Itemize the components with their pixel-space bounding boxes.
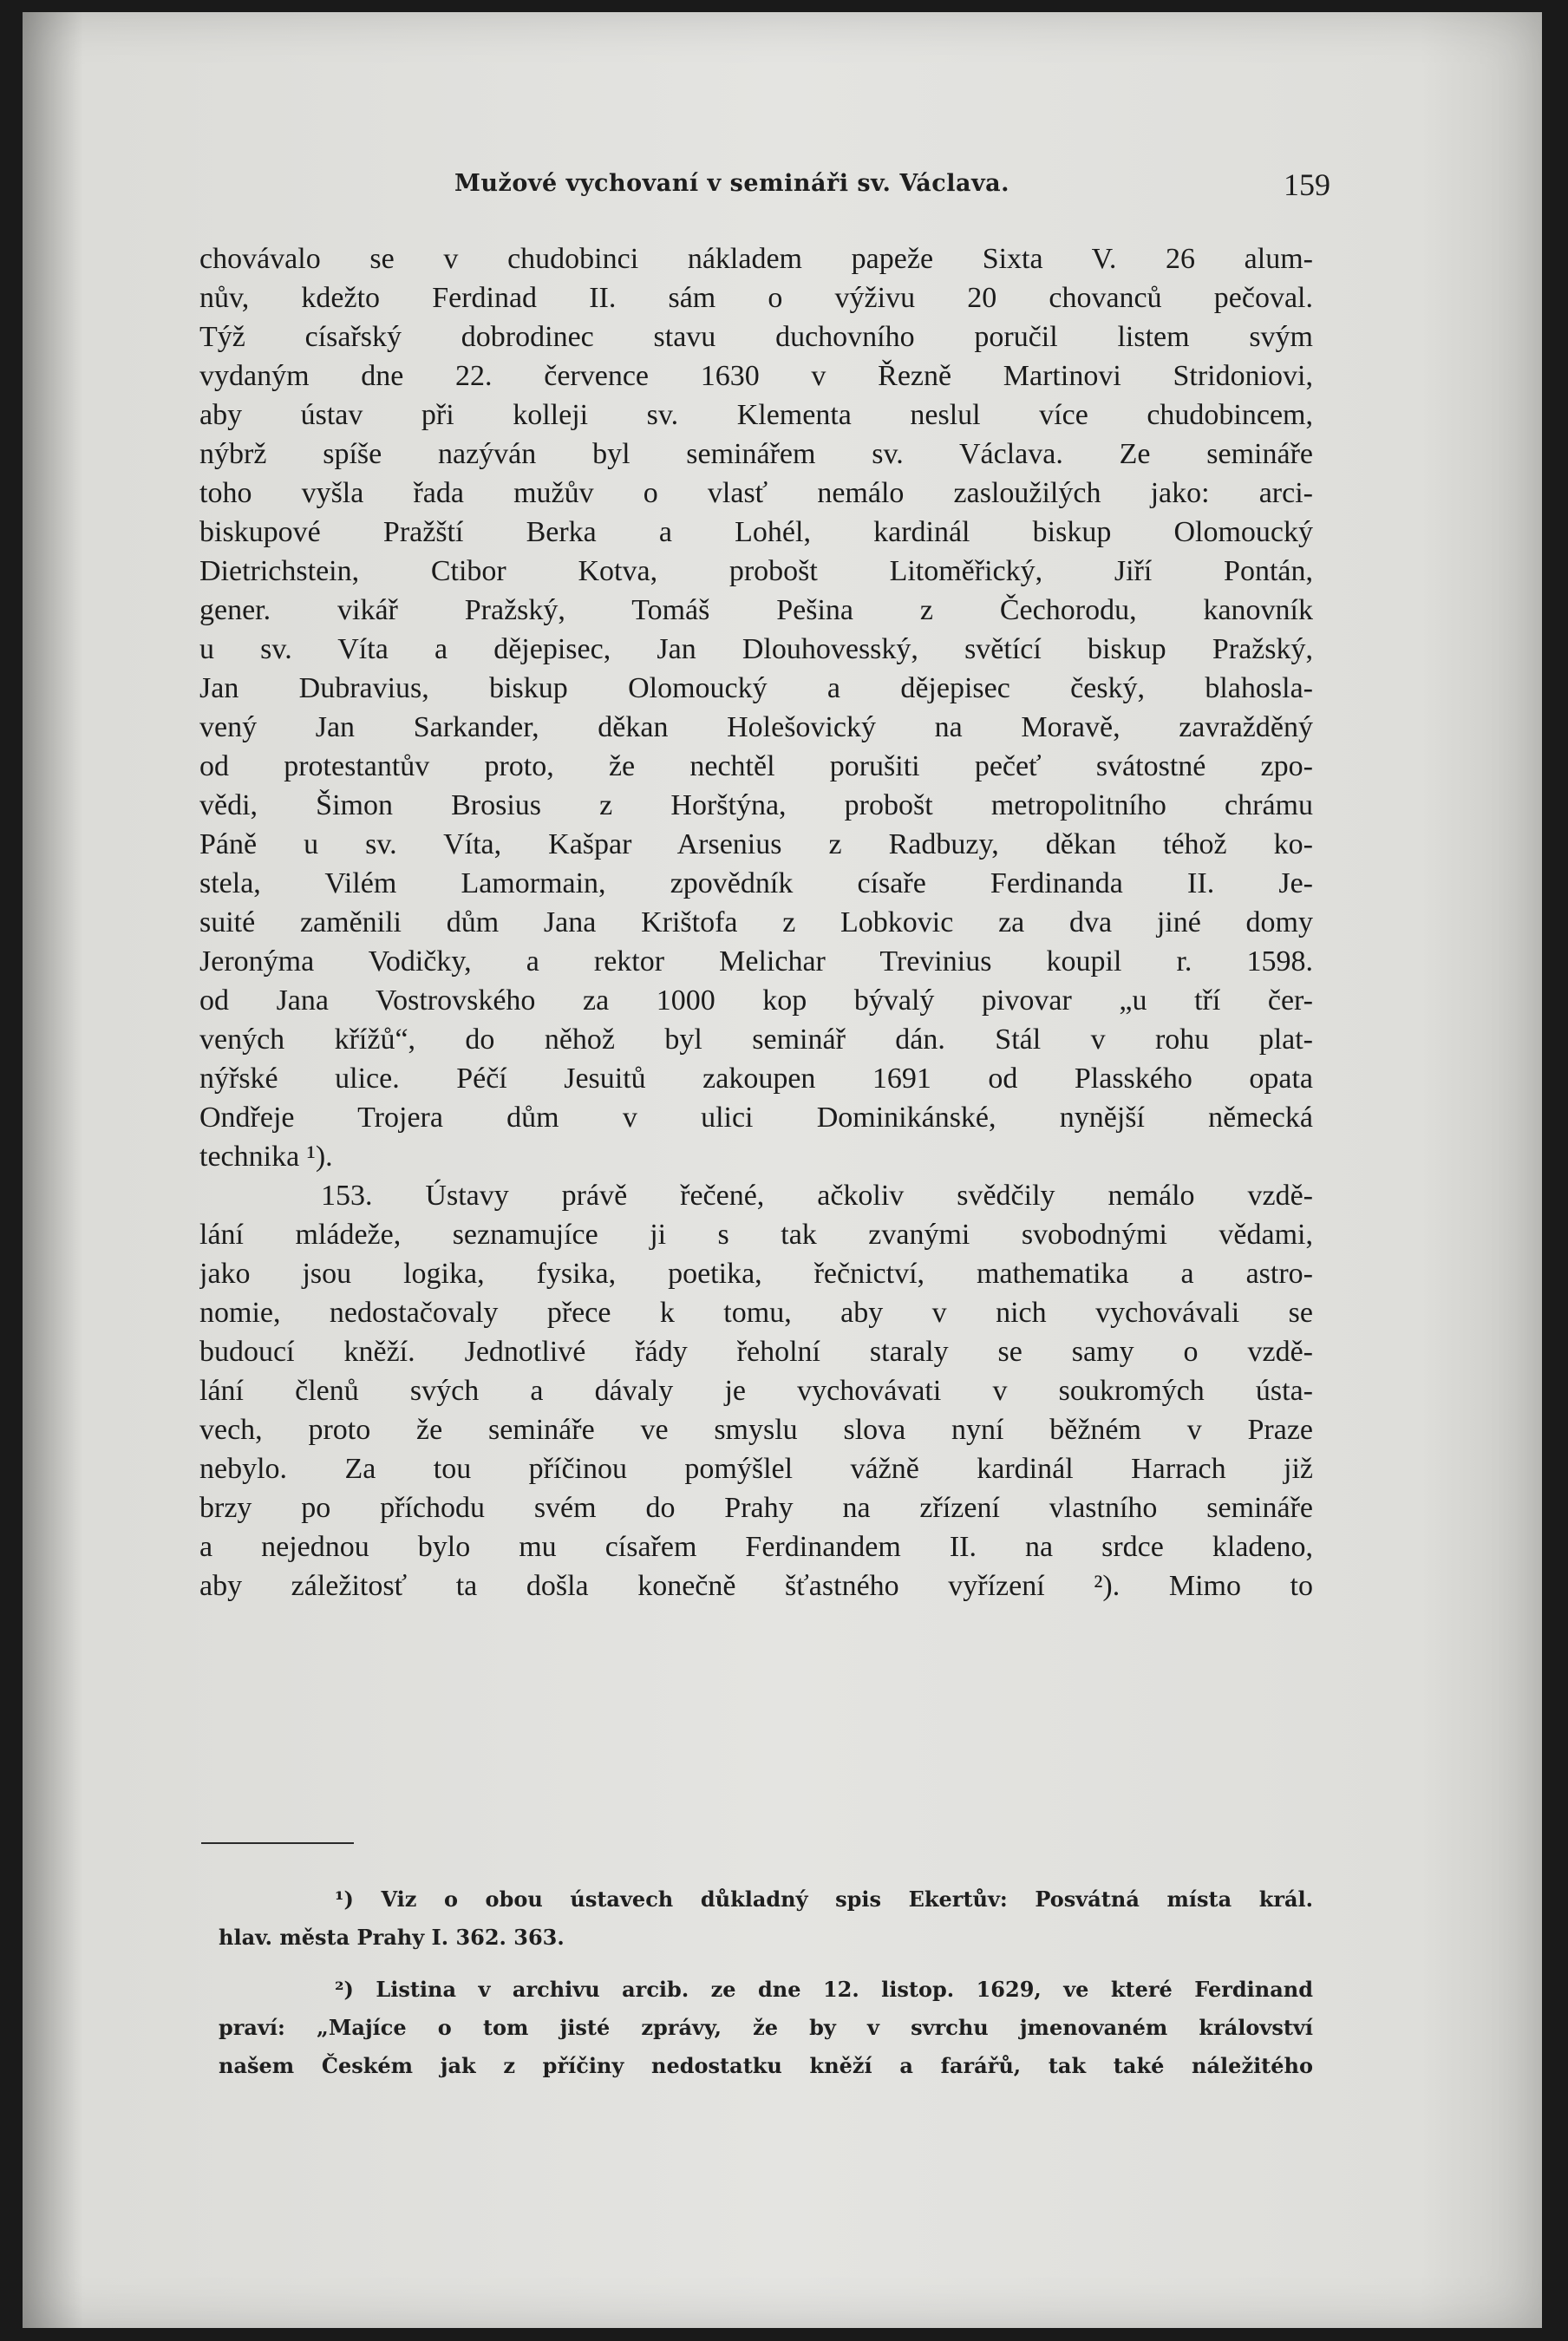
paragraph-start-line: 153. Ústavy právě řečené, ačkoliv svědčily nemálo vzdě- [321, 1180, 1313, 1212]
page-fold-shadow [23, 12, 83, 2328]
text-line: biskupové Pražští Berka a Lohél, kardinál biskup Olomoucký [199, 516, 1313, 548]
footnote-2-line: praví: „Majíce o tom jisté zprávy, že by v svrchu jmenovaném království [219, 2015, 1313, 2040]
text-line: Ondřeje Trojera dům v ulici Dominikánské, nynější německá [199, 1102, 1313, 1134]
text-line: nomie, nedostačovaly přece k tomu, aby v nich vychovávali se [199, 1297, 1313, 1329]
text-line: lání členů svých a dávaly je vychovávati v soukromých ústa- [199, 1375, 1313, 1407]
footnote-2-line: našem Českém jak z příčiny nedostatku kněží a farářů, tak také náležitého [219, 2053, 1313, 2078]
text-line: suité zaměnili dům Jana Krištofa z Lobkovic za dva jiné domy [199, 906, 1313, 938]
text-line: technika ¹). [199, 1141, 333, 1173]
text-line: nýřské ulice. Péčí Jesuitů zakoupen 1691 od Plasského opata [199, 1063, 1313, 1095]
text-line: Dietrichstein, Ctibor Kotva, probošt Litoměřický, Jiří Pontán, [199, 555, 1313, 587]
text-line: vědi, Šimon Brosius z Horštýna, probošt metropolitního chrámu [199, 789, 1313, 821]
text-line: nýbrž spíše nazýván byl seminářem sv. Václava. Ze semináře [199, 438, 1313, 470]
text-line: gener. vikář Pražský, Tomáš Pešina z Čechorodu, kanovník [199, 594, 1313, 626]
page-number: 159 [1284, 167, 1330, 202]
text-line: a nejednou bylo mu císařem Ferdinandem II. na srdce kladeno, [199, 1531, 1313, 1563]
text-line: vech, proto že semináře ve smyslu slova nyní běžném v Praze [199, 1414, 1313, 1446]
footnote-1-line: ¹) Viz o obou ústavech důkladný spis Ekertův: Posvátná místa král. [335, 1887, 1313, 1912]
text-line: nův, kdežto Ferdinad II. sám o výživu 20 chovanců pečoval. [199, 282, 1313, 314]
text-line: od Jana Vostrovského za 1000 kop bývalý pivovar „u tří čer- [199, 984, 1313, 1017]
text-line: vený Jan Sarkander, děkan Holešovický na Moravě, zavražděný [199, 711, 1313, 743]
footnotes [219, 1880, 1313, 2085]
text-line: brzy po příchodu svém do Prahy na zřízení vlastního semináře [199, 1492, 1313, 1524]
footnote-1-line: hlav. města Prahy I. 362. 363. [219, 1925, 565, 1950]
text-line: aby ústav při kolleji sv. Klementa neslul více chudobincem, [199, 399, 1313, 431]
running-head [454, 167, 1330, 213]
text-line: od protestantův proto, že nechtěl porušiti pečeť svátostné zpo- [199, 750, 1313, 782]
text-line: u sv. Víta a dějepisec, Jan Dlouhovesský, světící biskup Pražský, [199, 633, 1313, 665]
text-line: aby záležitosť ta došla konečně šťastného vyřízení ²). Mimo to [199, 1570, 1313, 1602]
text-line: Týž císařský dobrodinec stavu duchovního poručil listem svým [199, 321, 1313, 353]
text-line: chovávalo se v chudobinci nákladem papeže Sixta V. 26 alum- [199, 243, 1313, 275]
text-line: stela, Vilém Lamormain, zpovědník císaře Ferdinanda II. Je- [199, 867, 1313, 899]
text-line: lání mládeže, seznamujíce ji s tak zvanými svobodnými vědami, [199, 1219, 1313, 1251]
text-line: vených křížů“, do něhož byl seminář dán. Stál v rohu plat- [199, 1023, 1313, 1056]
text-line: vydaným dne 22. července 1630 v Řezně Martinovi Stridoniovi, [199, 360, 1313, 392]
text-line: nebylo. Za tou příčinou pomýšlel vážně kardinál Harrach již [199, 1453, 1313, 1485]
footnote-rule [201, 1842, 354, 1844]
text-line: Páně u sv. Víta, Kašpar Arsenius z Radbuzy, děkan téhož ko- [199, 828, 1313, 860]
text-line: Jan Dubravius, biskup Olomoucký a dějepisec český, blahosla- [199, 672, 1313, 704]
text-line: toho vyšla řada mužův o vlasť nemálo zasloužilých jako: arci- [199, 477, 1313, 509]
body-text [199, 239, 1313, 1605]
text-line: budoucí kněží. Jednotlivé řády řeholní staraly se samy o vzdě- [199, 1336, 1313, 1368]
text-line: Jeronýma Vodičky, a rektor Melichar Trevinius koupil r. 1598. [199, 945, 1313, 978]
footnote-2-line: ²) Listina v archivu arcib. ze dne 12. listop. 1629, ve které Ferdinand [335, 1977, 1313, 2002]
footnote-gap [219, 1957, 1313, 1971]
running-head-title: Mužové vychovaní v semináři sv. Václava. [454, 170, 1010, 197]
text-line: jako jsou logika, fysika, poetika, řečnictví, mathematika a astro- [199, 1258, 1313, 1290]
